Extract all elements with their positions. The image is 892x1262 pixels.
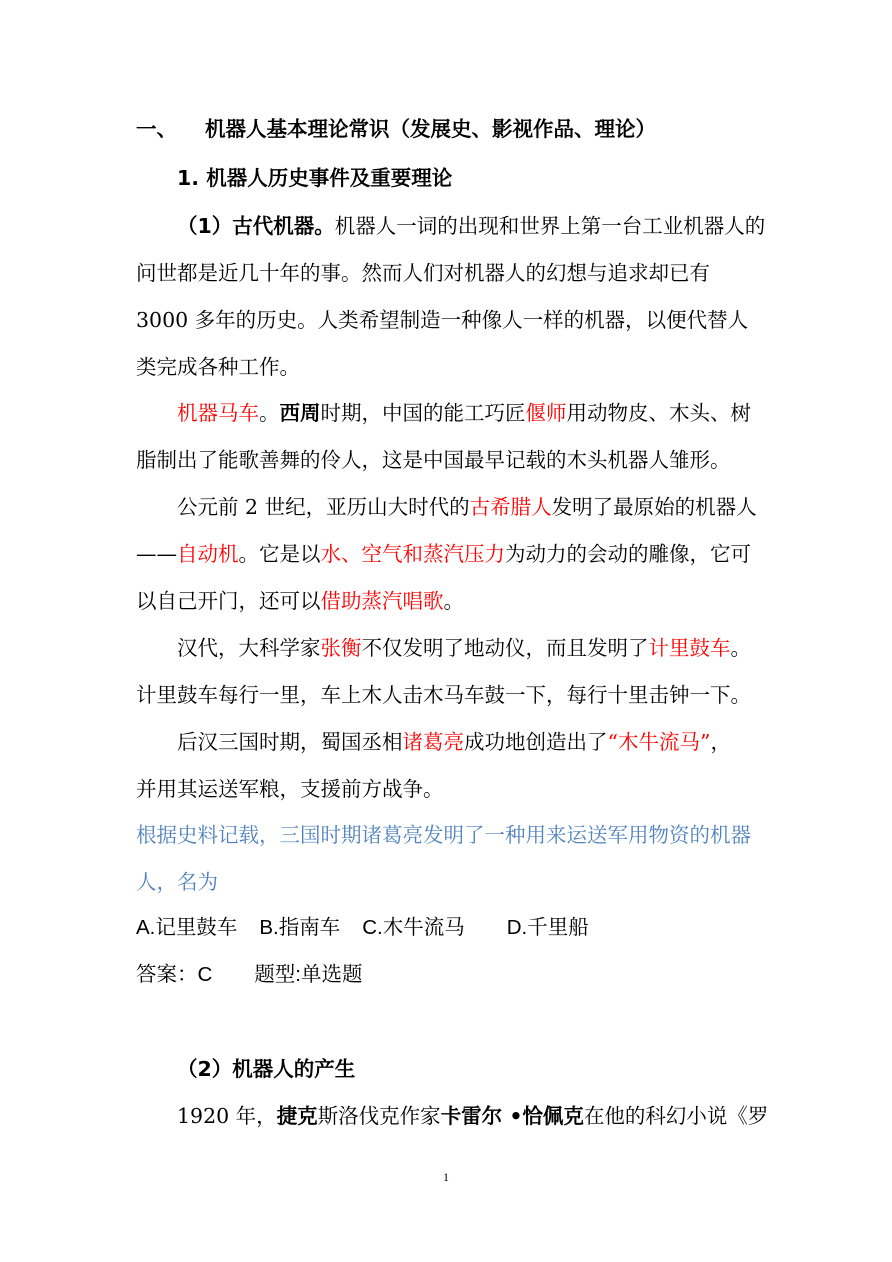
highlight-text: “木牛流马” xyxy=(607,730,711,754)
highlight-text: 机器马车 xyxy=(177,401,259,425)
highlight-text: 计里鼓车 xyxy=(648,636,731,660)
paragraph-ancient-line1 xyxy=(177,211,765,241)
text-run: 公元前 2 世纪，亚历山大时代的 xyxy=(177,495,470,519)
paragraph-greece-line3 xyxy=(136,586,464,616)
highlight-text: 偃师 xyxy=(525,401,567,425)
question-type: 题型:单选题 xyxy=(254,963,363,986)
text-run: 发明了最原始的机器人 xyxy=(551,495,757,519)
paragraph-xizhou-line2: 脂制出了能歌善舞的伶人，这是中国最早记载的木头机器人雏形。 xyxy=(136,448,731,472)
highlight-text: 张衡 xyxy=(320,636,362,660)
paragraph-ancient-line4: 类完成各种工作。 xyxy=(136,355,300,379)
text-run: 在他的科幻小说《罗 xyxy=(583,1104,769,1128)
page-number: 1 xyxy=(443,1170,449,1184)
highlight-text: 借助蒸汽唱歌 xyxy=(320,589,444,613)
section-number: 一、 xyxy=(136,117,177,141)
text-run: ， xyxy=(710,730,731,754)
bold-text: 捷克 xyxy=(276,1104,318,1128)
paragraph-ancient-line2: 问世都是近几十年的事。然而人们对机器人的幻想与追求却已有 xyxy=(136,261,710,285)
option-b: B.指南车 xyxy=(259,916,341,939)
text-run: 。 xyxy=(443,589,464,613)
highlight-text: 古希腊人 xyxy=(469,495,552,519)
paragraph-han-line2: 计里鼓车每行一里，车上木人击木马车鼓一下，每行十里击钟一下。 xyxy=(136,683,751,707)
paragraph-threekingdoms-line1 xyxy=(177,727,731,757)
text-run: 机器人一词的出现和世界上第一台工业机器人的 xyxy=(334,214,766,238)
answer: 答案：C xyxy=(136,963,213,986)
subsection-label: （2）机器人的产生 xyxy=(177,1057,356,1081)
answer-line xyxy=(136,960,363,990)
paragraph-threekingdoms-line2: 并用其运送军粮，支援前方战争。 xyxy=(136,777,444,801)
option-a: A.记里鼓车 xyxy=(136,916,238,939)
section-title: 机器人基本理论常识（发展史、影视作品、理论） xyxy=(205,117,656,141)
text-run: 时期，中国的能工巧匠 xyxy=(320,401,526,425)
option-d: D.千里船 xyxy=(506,916,589,939)
bold-text: 卡雷尔 •恰佩克 xyxy=(440,1104,584,1128)
text-run: 斯洛伐克作家 xyxy=(317,1104,441,1128)
text-run: 汉代，大科学家 xyxy=(177,636,321,660)
text-run: 成功地创造出了 xyxy=(464,730,608,754)
text-run: 为动力的会动的雕像，它可 xyxy=(505,542,751,566)
paragraph-ancient-line3: 3000 多年的历史。人类希望制造一种像人一样的机器，以便代替人 xyxy=(136,308,749,332)
paragraph-greece-line1 xyxy=(177,492,757,522)
question-options xyxy=(136,913,589,943)
text-run: 。 xyxy=(730,636,751,660)
text-run: 。它是以 xyxy=(238,542,321,566)
text-run: 后汉三国时期，蜀国丞相 xyxy=(177,730,403,754)
highlight-text: 水、空气和蒸汽压力 xyxy=(320,542,505,566)
text-run: 以自己开门，还可以 xyxy=(136,589,321,613)
paragraph-origin-line1 xyxy=(177,1101,768,1131)
paragraph-label: （1）古代机器。 xyxy=(177,214,335,238)
text-run: 用动物皮、木头、树 xyxy=(566,401,751,425)
question-text-line1: 根据史料记载，三国时期诸葛亮发明了一种用来运送军用物资的机器 xyxy=(136,823,751,847)
text-run: —— xyxy=(136,542,177,566)
subsection-heading: 1. 机器人历史事件及重要理论 xyxy=(177,166,453,190)
text-run: 。 xyxy=(259,401,280,425)
paragraph-han-line1 xyxy=(177,633,751,663)
paragraph-xizhou-line1 xyxy=(177,398,751,428)
section-heading xyxy=(136,114,656,144)
highlight-text: 自动机 xyxy=(177,542,239,566)
paragraph-greece-line2 xyxy=(136,539,751,569)
text-run: 1920 年， xyxy=(177,1104,277,1128)
bold-text: 西周 xyxy=(279,401,321,425)
text-run: 不仅发明了地动仪，而且发明了 xyxy=(361,636,649,660)
option-c: C.木牛流马 xyxy=(362,916,465,939)
question-text-line2: 人，名为 xyxy=(136,870,218,894)
highlight-text: 诸葛亮 xyxy=(402,730,464,754)
